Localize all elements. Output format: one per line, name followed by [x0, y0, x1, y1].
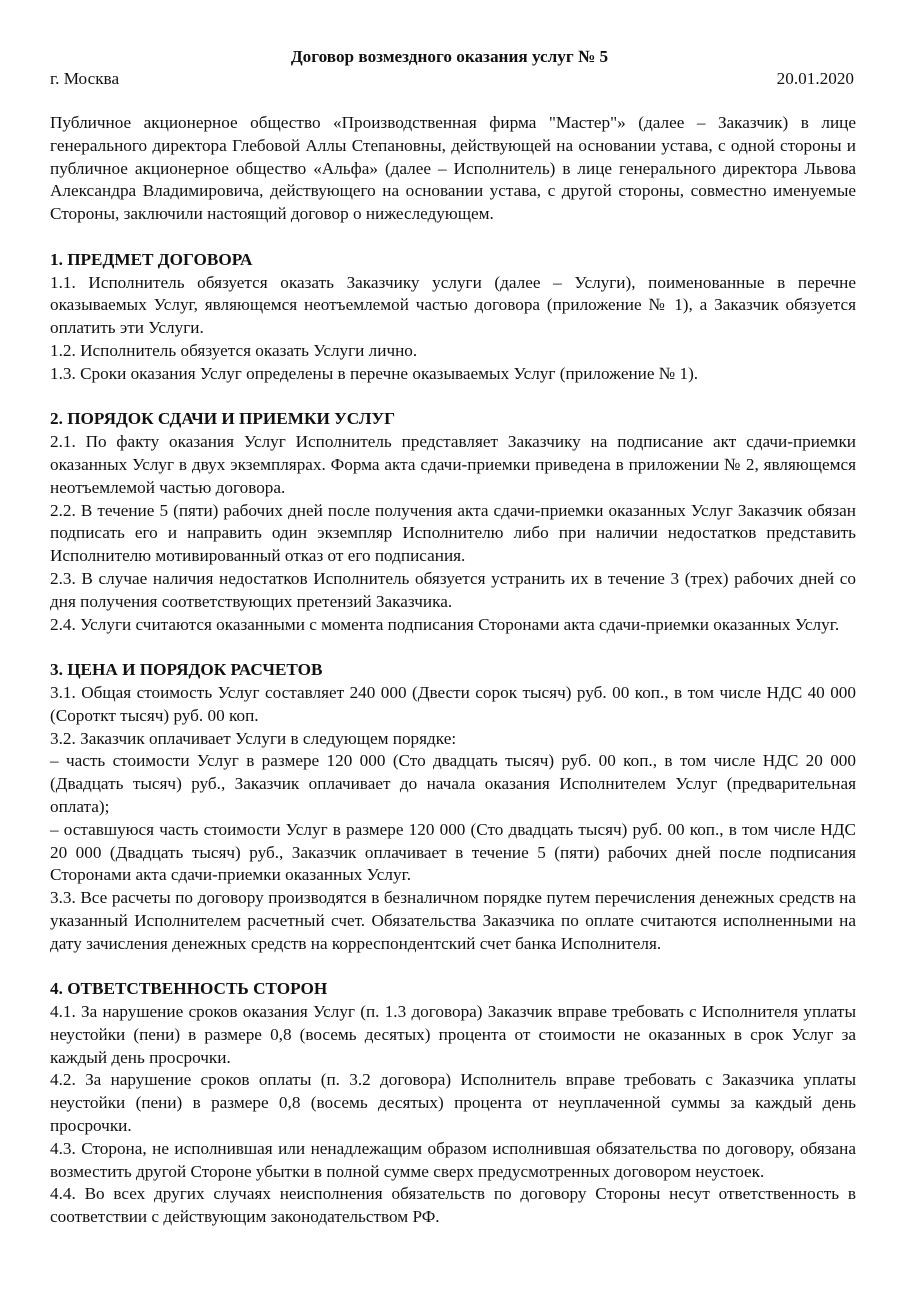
clause-3-2-remainder: – оставшуюся часть стоимости Услуг в размере 120 000 (Сто двадцать тысяч) руб. 00 коп., в том числе НДС 20 000 (Двадцать тысяч) руб., Заказчик оплачивает в течение 5 (пяти) рабочих дней после подписания Сторонами акта сдачи-приемки оказанных Услуг. — [50, 819, 856, 885]
document-date: 20.01.2020 — [776, 69, 854, 88]
section-subject — [50, 249, 856, 386]
document-body — [50, 112, 856, 1229]
clause-4-4: 4.4. Во всех других случаях неисполнения обязательств по договору Стороны несут ответственность в соответствии с действующим законодательством РФ. — [50, 1184, 856, 1227]
section-heading: 3. ЦЕНА И ПОРЯДОК РАСЧЕТОВ — [50, 660, 323, 680]
section-liability — [50, 978, 856, 1229]
clause-4-3: 4.3. Сторона, не исполнившая или ненадлежащим образом исполнившая обязательства по договору, обязана возместить другой Стороне убытки в полной сумме сверх предусмотренных договором неустоек. — [50, 1138, 856, 1181]
clause-4-2: 4.2. За нарушение сроков оплаты (п. 3.2 договора) Исполнитель вправе требовать с Заказчика уплаты неустойки (пени) в размере 0,8 (восемь десятых) процента от неуплаченной суммы за каждый день просрочки. — [50, 1070, 856, 1136]
section-acceptance — [50, 408, 856, 636]
clause-1-1: 1.1. Исполнитель обязуется оказать Заказчику услуги (далее – Услуги), поименованные в перечне оказываемых Услуг, являющемся неотъемлемой частью договора (приложение № 1), а Заказчик обязуется оплатить эти Услуги. — [50, 272, 856, 338]
clause-2-4: 2.4. Услуги считаются оказанными с момента подписания Сторонами акта сдачи-приемки оказанных Услуг. — [50, 614, 840, 634]
section-heading: 4. ОТВЕТСТВЕННОСТЬ СТОРОН — [50, 979, 328, 999]
clause-4-1: 4.1. За нарушение сроков оказания Услуг (п. 1.3 договора) Заказчик вправе требовать с Исполнителя уплаты неустойки (пени) в размере 0,8 (восемь десятых) процента от стоимости не оказанных в срок Услуг за каждый день просрочки. — [50, 1002, 856, 1067]
preamble-paragraph: Публичное акционерное общество «Производственная фирма "Мастер"» (далее – Заказчик) в лице генерального директора Глебовой Аллы Степановны, действующей на основании устава, с одной стороны и публичное акционерное общество «Альфа» (далее – Исполнитель) в лице генерального директора Львова Александра Владимировича, действующего на основании устава, с другой стороны, совместно именуемые Стороны, заключили настоящий договор о нижеследующем. — [50, 113, 856, 224]
clause-3-2: 3.2. Заказчик оплачивает Услуги в следующем порядке: — [50, 728, 457, 748]
section-heading: 1. ПРЕДМЕТ ДОГОВОРА — [50, 249, 253, 269]
section-price — [50, 659, 856, 955]
clause-2-2: 2.2. В течение 5 (пяти) рабочих дней после получения акта сдачи-приемки оказанных Услуг Заказчик обязан подписать его и направить один экземпляр Исполнителю либо при наличии недостатков представить Исполнителю мотивированный отказ от его подписания. — [50, 500, 856, 566]
clause-1-3: 1.3. Сроки оказания Услуг определены в перечне оказываемых Услуг (приложение № 1). — [50, 363, 699, 383]
section-heading: 2. ПОРЯДОК СДАЧИ И ПРИЕМКИ УСЛУГ — [50, 409, 396, 429]
document-title: Договор возмездного оказания услуг № 5 — [290, 47, 609, 66]
clause-2-1: 2.1. По факту оказания Услуг Исполнитель представляет Заказчику на подписание акт сдачи-приемки оказанных Услуг в двух экземплярах. Форма акта сдачи-приемки приведена в приложении № 2, являющемся неотъемлемой частью договора. — [50, 432, 856, 497]
clause-2-3: 2.3. В случае наличия недостатков Исполнитель обязуется устранить их в течение 3 (трех) рабочих дней со дня получения соответствующих претензий Заказчика. — [50, 568, 856, 611]
clause-3-2-prepayment: – часть стоимости Услуг в размере 120 000 (Сто двадцать тысяч) руб. 00 коп., в том числе НДС 20 000 (Двадцать тысяч) руб., Заказчик оплачивает до начала оказания Исполнителем Услуг (предварительная оплата); — [50, 751, 856, 816]
clause-3-1: 3.1. Общая стоимость Услуг составляет 240 000 (Двести сорок тысяч) руб. 00 коп., в том числе НДС 40 000 (Сороткт тысяч) руб. 00 коп. — [50, 682, 856, 725]
clause-3-3: 3.3. Все расчеты по договору производятся в безналичном порядке путем перечисления денежных средств на указанный Исполнителем расчетный счет. Обязательства Заказчика по оплате считаются исполненными на дату зачисления денежных средств на корреспондентский счет банка Исполнителя. — [50, 888, 856, 953]
document-city: г. Москва — [50, 69, 120, 88]
clause-1-2: 1.2. Исполнитель обязуется оказать Услуги лично. — [50, 340, 418, 360]
